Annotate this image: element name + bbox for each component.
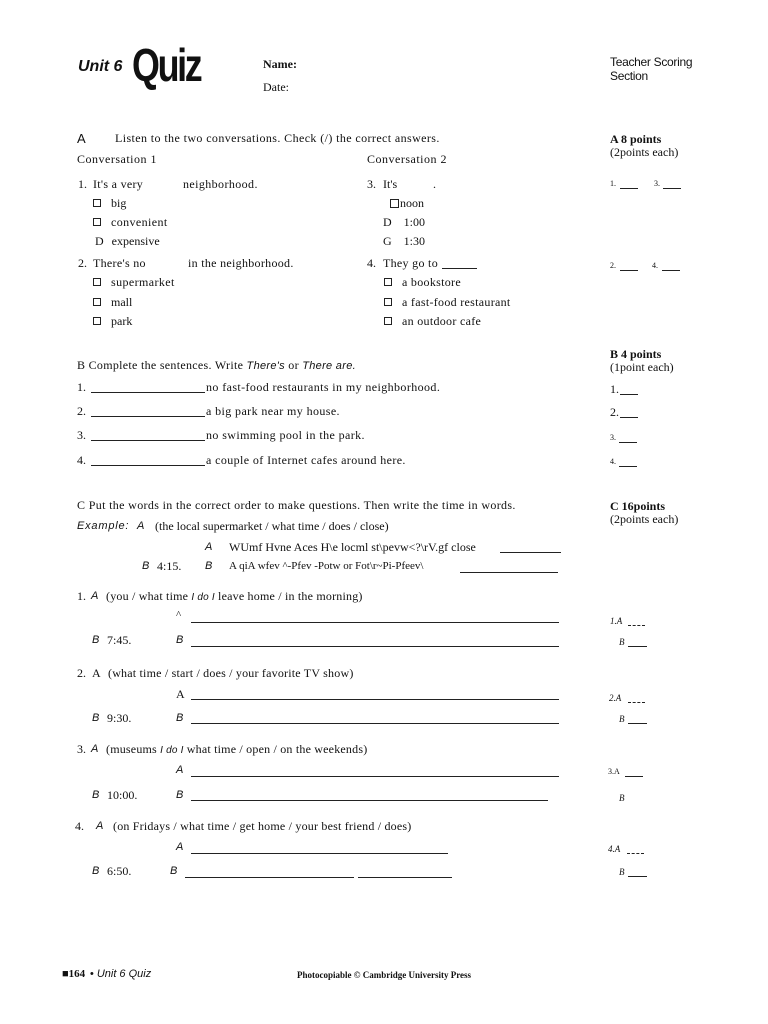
score-a-2: 2. bbox=[610, 261, 616, 270]
c-q2-number: 2. bbox=[77, 666, 86, 680]
b-item-4-text: a couple of Internet cafes around here. bbox=[206, 453, 406, 467]
score-c-2b-blank[interactable] bbox=[628, 723, 647, 724]
q4-option-fast-food[interactable]: a fast-food restaurant bbox=[384, 295, 511, 310]
c-q3-number: 3. bbox=[77, 742, 86, 756]
checkbox[interactable] bbox=[93, 317, 101, 325]
score-a-3-blank[interactable] bbox=[663, 188, 681, 189]
b-item-4-blank[interactable] bbox=[91, 465, 205, 466]
score-b-1-blank[interactable] bbox=[620, 394, 638, 395]
score-c-3a-blank[interactable] bbox=[625, 776, 643, 777]
c-q2-time: 9:30. bbox=[107, 711, 132, 725]
q1-text-post: neighborhood. bbox=[183, 177, 258, 191]
q2-option-park[interactable]: park bbox=[93, 314, 132, 329]
section-a-letter: A bbox=[77, 131, 86, 146]
score-b-2: 2. bbox=[610, 405, 619, 419]
q1-option-big[interactable]: big bbox=[93, 196, 126, 211]
c-q3-time: 10:00. bbox=[107, 788, 138, 802]
score-c-4a-blank[interactable] bbox=[627, 853, 644, 854]
b-item-4-number: 4. bbox=[77, 453, 86, 467]
b-item-3-text: no swimming pool in the park. bbox=[206, 428, 365, 442]
c-q4-answer-b-line-1[interactable] bbox=[185, 877, 354, 878]
c-q3-answer-a-line[interactable] bbox=[191, 776, 559, 777]
score-b-4-blank[interactable] bbox=[619, 466, 637, 467]
c-q4-answer-a-line[interactable] bbox=[191, 853, 448, 854]
score-c-2b: B bbox=[619, 714, 625, 724]
score-b-3-blank[interactable] bbox=[619, 442, 637, 443]
score-c-2a: 2.A bbox=[609, 693, 622, 703]
c-q1-answer-b-line[interactable] bbox=[191, 646, 559, 647]
q3-option-1-00[interactable]: D 1:00 bbox=[383, 215, 426, 229]
c-q3-answer-b-line[interactable] bbox=[191, 800, 548, 801]
example-answer-a-blank bbox=[500, 552, 561, 553]
b-item-2-blank[interactable] bbox=[91, 416, 205, 417]
q3-text-post: . bbox=[433, 177, 436, 191]
c-q4-a-marker: A bbox=[96, 820, 104, 832]
unit-label: Unit 6 bbox=[78, 58, 123, 75]
q2-option-mall[interactable]: mall bbox=[93, 295, 132, 310]
c-q2-a-marker: A bbox=[92, 666, 101, 680]
c-q1-prompt: (you / what time I do I leave home / in the morning) bbox=[106, 589, 363, 603]
option-marker: G bbox=[383, 234, 392, 248]
score-b-2-blank[interactable] bbox=[620, 417, 638, 418]
q4-text-pre: They go to bbox=[383, 256, 438, 270]
c-q4-prompt: (on Fridays / what time / get home / your best friend / does) bbox=[113, 819, 412, 833]
c-q4-answer-a-marker: A bbox=[176, 841, 184, 853]
q2-number: 2. bbox=[78, 256, 87, 270]
q4-option-outdoor-cafe[interactable]: an outdoor cafe bbox=[384, 314, 481, 329]
section-c-score-sub: (2points each) bbox=[610, 512, 679, 526]
c-q2-b-marker: B bbox=[92, 712, 100, 724]
score-c-1b: B bbox=[619, 637, 625, 647]
q2-text-pre: There's no bbox=[93, 256, 146, 270]
score-c-3a: 3.A bbox=[608, 767, 620, 776]
section-c-instruction: C Put the words in the correct order to make questions. Then write the time in words. bbox=[77, 498, 516, 512]
example-a-marker: A bbox=[137, 520, 145, 532]
section-b-instruction: B Complete the sentences. Write There's or There are. bbox=[77, 358, 356, 372]
c-q1-answer-a-line[interactable] bbox=[191, 622, 559, 623]
q1-option-convenient[interactable]: convenient bbox=[93, 215, 168, 230]
example-answer-b-blank bbox=[460, 572, 558, 573]
q4-option-bookstore[interactable]: a bookstore bbox=[384, 275, 461, 290]
c-q3-b-marker: B bbox=[92, 789, 100, 801]
section-a-instruction: Listen to the two conversations. Check (/) the correct answers. bbox=[115, 131, 440, 145]
c-q1-time: 7:45. bbox=[107, 633, 132, 647]
b-item-2-number: 2. bbox=[77, 404, 86, 418]
option-marker: D bbox=[95, 234, 104, 248]
q1-number: 1. bbox=[78, 177, 87, 191]
c-q4-time: 6:50. bbox=[107, 864, 132, 878]
c-q4-number: 4. bbox=[75, 819, 84, 833]
b-item-2-text: a big park near my house. bbox=[206, 404, 340, 418]
b-item-1-blank[interactable] bbox=[91, 392, 205, 393]
score-c-3b: B bbox=[619, 793, 625, 803]
q2-option-supermarket[interactable]: supermarket bbox=[93, 275, 175, 290]
score-b-1: 1. bbox=[610, 382, 619, 396]
section-b-score-title: B 4 points bbox=[610, 347, 662, 361]
c-q2-prompt: (what time / start / does / your favorite TV show) bbox=[108, 666, 354, 680]
q3-option-1-30[interactable]: G 1:30 bbox=[383, 234, 426, 248]
checkbox[interactable] bbox=[93, 298, 101, 306]
score-b-4: 4. bbox=[610, 457, 616, 466]
c-q1-answer-b-marker: B bbox=[176, 634, 184, 646]
c-q2-answer-a-line[interactable] bbox=[191, 699, 559, 700]
q3-option-noon[interactable]: noon bbox=[390, 196, 424, 211]
score-a-4-blank[interactable] bbox=[662, 270, 680, 271]
checkbox[interactable] bbox=[384, 298, 392, 306]
option-marker: D bbox=[383, 215, 392, 229]
b-item-1-number: 1. bbox=[77, 380, 86, 394]
c-q3-a-marker: A bbox=[91, 743, 99, 755]
example-answer-b-marker: B bbox=[205, 560, 213, 572]
example-answer-b: A qiA wfev ^-Pfev -Potw or Fot\r~Pi-Pfeev\ bbox=[229, 560, 424, 572]
quiz-title: Quiz bbox=[132, 39, 201, 91]
teacher-scoring-line2: Section bbox=[610, 69, 648, 83]
q3-number: 3. bbox=[367, 177, 376, 191]
example-prompt: (the local supermarket / what time / does / close) bbox=[155, 519, 389, 533]
q2-text-post: in the neighborhood. bbox=[188, 256, 294, 270]
b-item-3-blank[interactable] bbox=[91, 440, 205, 441]
score-a-2-blank[interactable] bbox=[620, 270, 638, 271]
section-a-score-title: A 8 points bbox=[610, 132, 662, 146]
score-c-4b-blank[interactable] bbox=[628, 876, 647, 877]
q4-number: 4. bbox=[367, 256, 376, 270]
c-q3-answer-a-marker: A bbox=[176, 764, 184, 776]
c-q3-prompt: (museums I do I what time / open / on the weekends) bbox=[106, 742, 368, 756]
date-label: Date: bbox=[263, 80, 289, 94]
score-c-2a-blank[interactable] bbox=[628, 702, 645, 703]
q3-text-pre: It's bbox=[383, 177, 398, 191]
c-q2-answer-a-marker: A bbox=[176, 687, 185, 701]
score-b-3: 3. bbox=[610, 433, 616, 442]
example-b-time: 4:15. bbox=[157, 559, 182, 573]
score-c-1a-blank[interactable] bbox=[628, 625, 645, 626]
score-a-3: 3. bbox=[654, 179, 660, 188]
checkbox[interactable] bbox=[384, 317, 392, 325]
c-q2-answer-b-line[interactable] bbox=[191, 723, 559, 724]
example-b-marker: B bbox=[142, 560, 150, 572]
footer-page bbox=[62, 968, 151, 980]
c-q1-answer-a-marker: ^ bbox=[176, 609, 182, 621]
c-q3-answer-b-marker: B bbox=[176, 789, 184, 801]
section-b-score-sub: (1point each) bbox=[610, 360, 674, 374]
example-answer-a: WUmf Hvne Aces H\e locml st\pevw<?\rV.gf close bbox=[229, 540, 476, 554]
c-q4-answer-b-marker: B bbox=[170, 865, 178, 877]
section-a-score-sub: (2points each) bbox=[610, 145, 679, 159]
q1-option-expensive[interactable]: D expensive bbox=[95, 234, 160, 248]
c-q4-answer-b-line-2[interactable] bbox=[358, 877, 452, 878]
conversation-2-heading: Conversation 2 bbox=[367, 152, 447, 166]
teacher-scoring-line1: Teacher Scoring bbox=[610, 55, 693, 69]
b-item-1-text: no fast-food restaurants in my neighborhood. bbox=[206, 380, 441, 394]
q1-text-pre: It's a very bbox=[93, 177, 144, 191]
page-number: ■164 bbox=[62, 968, 86, 980]
c-q1-a-marker: A bbox=[91, 590, 99, 602]
b-item-3-number: 3. bbox=[77, 428, 86, 442]
score-a-1: 1. bbox=[610, 179, 616, 188]
q4-answer-blank[interactable] bbox=[442, 268, 477, 269]
score-c-4b: B bbox=[619, 867, 625, 877]
example-label: Example: bbox=[77, 520, 130, 532]
checkbox[interactable] bbox=[390, 199, 399, 208]
checkbox[interactable] bbox=[93, 199, 101, 207]
score-a-1-blank[interactable] bbox=[620, 188, 638, 189]
section-c-score-title: C 16points bbox=[610, 499, 666, 513]
score-c-4a: 4.A bbox=[608, 844, 621, 854]
c-q4-b-marker: B bbox=[92, 865, 100, 877]
c-q1-number: 1. bbox=[77, 589, 86, 603]
footer-unit-label: • Unit 6 Quiz bbox=[89, 968, 152, 980]
score-c-1a: 1.A bbox=[610, 616, 623, 626]
name-label: Name: bbox=[263, 57, 297, 71]
score-c-1b-blank[interactable] bbox=[628, 646, 647, 647]
score-a-4: 4. bbox=[652, 261, 658, 270]
c-q2-answer-b-marker: B bbox=[176, 712, 184, 724]
c-q1-b-marker: B bbox=[92, 634, 100, 646]
example-answer-a-marker: A bbox=[205, 541, 213, 553]
checkbox[interactable] bbox=[93, 218, 101, 226]
conversation-1-heading: Conversation 1 bbox=[77, 152, 157, 166]
copyright-notice: Photocopiable © Cambridge University Press bbox=[297, 970, 472, 980]
checkbox[interactable] bbox=[93, 278, 101, 286]
checkbox[interactable] bbox=[384, 278, 392, 286]
